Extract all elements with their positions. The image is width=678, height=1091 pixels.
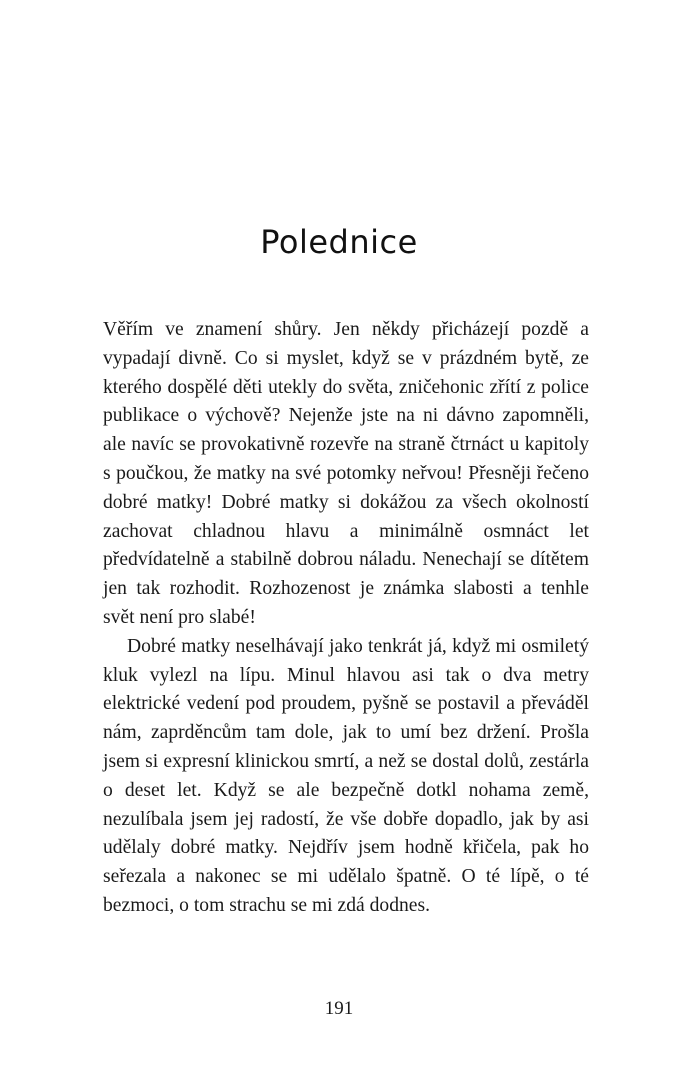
page-number: 191: [324, 998, 354, 1019]
chapter-title: Polednice: [260, 223, 418, 261]
paragraph-1: Věřím ve znamení shůry. Jen někdy přicházejí pozdě a vypadají divně. Co si myslet, když se v prázdném bytě, ze kterého dospělé děti utekly do světa, zničehonic zřítí z police publikace o výchově? Nejenže jste na ni dávno zapomněli, ale navíc se provokativně rozevře na straně čtrnáct u kapitoly s poučkou, že matky na své potomky neřvou! Přesněji řečeno dobré matky! Dobré matky si dokážou za všech okolností zachovat chladnou hlavu a minimálně osmnáct let předvídatelně a stabilně dobrou náladu. Nenechají se dítětem jen tak rozhodit. Rozhozenost je známka slabosti a tenhle svět není pro slabé!: [103, 319, 589, 628]
paragraph-2: Dobré matky neselhávají jako tenkrát já, když mi osmiletý kluk vylezl na lípu. Minul hlavou asi tak o dva metry elektrické vedení pod proudem, pyšně se postavil a převáděl nám, zaprděncům tam dole, jak to umí bez držení. Prošla jsem si expresní klinickou smrtí, a než se dostal dolů, zestárla o deset let. Když se ale bezpečně dotkl nohama země, nezulíbala jsem jej radostí, že vše dobře dopadlo, jak by asi udělaly dobré matky. Nejdřív jsem hodně křičela, pak ho seřezala a nakonec se mi udělalo špatně. O té lípě, o té bezmoci, o tom strachu se mi zdá dodnes.: [103, 635, 589, 916]
chapter-body: [103, 316, 589, 921]
